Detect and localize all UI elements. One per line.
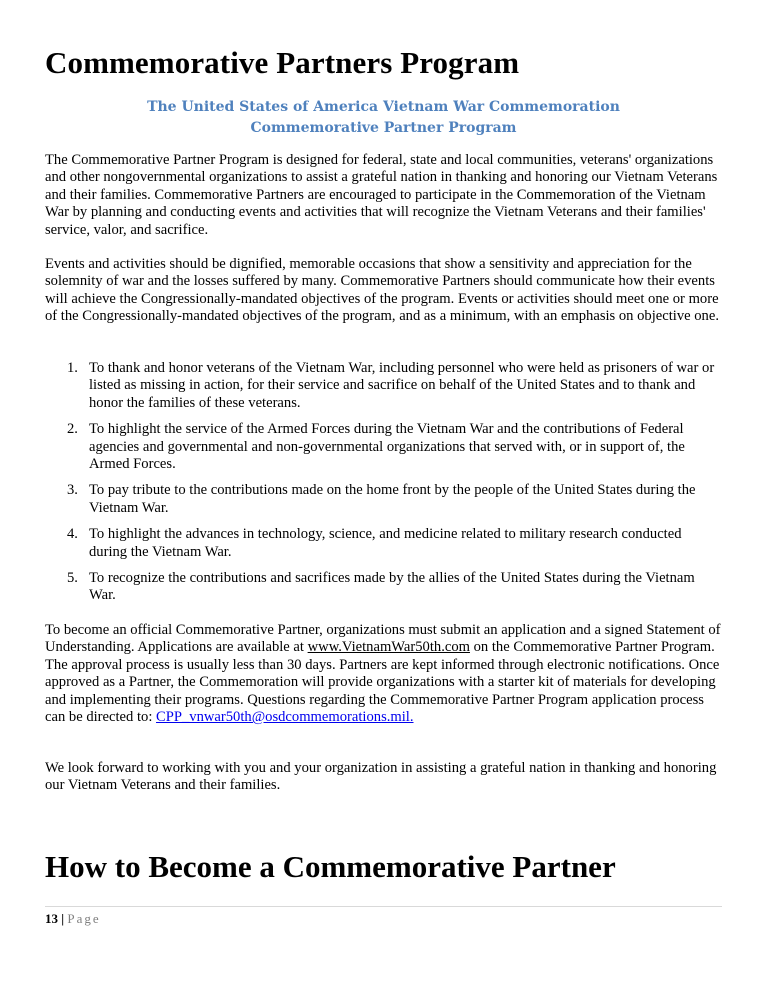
list-item-text: To pay tribute to the contributions made on the home front by the people of the United States during the Vietnam War.: [89, 482, 696, 516]
closing-paragraph: We look forward to working with you and your organization in assisting a grateful nation in thanking and honoring our Vietnam Veterans and their families.: [45, 760, 717, 794]
list-item: [67, 482, 722, 517]
list-item: [67, 570, 722, 605]
footer-divider: [45, 906, 722, 907]
list-item-number: 3.: [67, 482, 78, 499]
page-number: 13: [45, 911, 58, 926]
list-item-text: To recognize the contributions and sacrifices made by the allies of the United States during the Vietnam War.: [89, 570, 695, 604]
subheading-line-1: The United States of America Vietnam War Commemoration: [147, 99, 620, 115]
page-label: Page: [67, 911, 101, 926]
email-link[interactable]: CPP_vnwar50th@osdcommemorations.mil.: [156, 709, 414, 726]
application-paragraph: [45, 622, 722, 726]
list-item-text: To thank and honor veterans of the Vietnam War, including personnel who were held as prisoners of war or listed as missing in action, for their service and sacrifice on behalf of the United States and to thank and honor the families of these veterans.: [89, 360, 715, 411]
list-item-number: 2.: [67, 421, 78, 438]
subheading-line-2: Commemorative Partner Program: [250, 120, 517, 136]
footer-separator: |: [61, 911, 65, 926]
application-text-1: To become an official Commemorative Partner, organizations must submit an application and a signed Statement of Understanding. Applications are available at: [45, 622, 721, 656]
events-paragraph: Events and activities should be dignified, memorable occasions that show a sensitivity and appreciation for the solemnity of war and the losses suffered by many. Commemorative Partners should communicate how their events will achieve the Congressionally-mandated objectives of the program. Events or activities should meet one or more of the Congressionally-mandated objectives of the program, and as a minimum, with an emphasis on objective one.: [45, 256, 719, 325]
list-item-text: To highlight the service of the Armed Forces during the Vietnam War and the contributions of Federal agencies and governmental and non-governmental organizations that served with, or in support of, the Armed Forces.: [89, 421, 685, 473]
list-item: [67, 526, 722, 561]
application-text-2: on the Commemorative Partner Program. The approval process is usually less than 30 days. Partners are kept informed through electronic notifications. Once approved as a Partner, the Commemoration will provide organizations with a starter kit of materials for developing and implementing their programs. Questions regarding the Commemorative Partner Program application process can be directed to:: [45, 639, 720, 726]
website-link[interactable]: www.VietnamWar50th.com: [307, 639, 470, 656]
objectives-list: [67, 360, 722, 614]
list-item: [67, 360, 722, 412]
page-title: Commemorative Partners Program: [45, 45, 520, 80]
list-item-number: 4.: [67, 526, 78, 543]
page-footer: [45, 911, 101, 927]
list-item-number: 5.: [67, 570, 78, 587]
intro-paragraph: The Commemorative Partner Program is designed for federal, state and local communities, veterans' organizations and other nongovernmental organizations to assist a grateful nation in thanking and honoring our Vietnam Veterans and their families. Commemorative Partners are encouraged to participate in the Commemoration of the Vietnam War by planning and conducting events and activities that will recognize the Vietnam Veterans and their families' service, valor, and sacrifice.: [45, 152, 718, 238]
list-item-number: 1.: [67, 360, 78, 376]
section-heading: How to Become a Commemorative Partner: [45, 849, 616, 884]
program-subheading: [45, 97, 722, 139]
list-item-text: To highlight the advances in technology, science, and medicine related to military research conducted during the Vietnam War.: [89, 526, 682, 560]
list-item: [67, 421, 722, 473]
